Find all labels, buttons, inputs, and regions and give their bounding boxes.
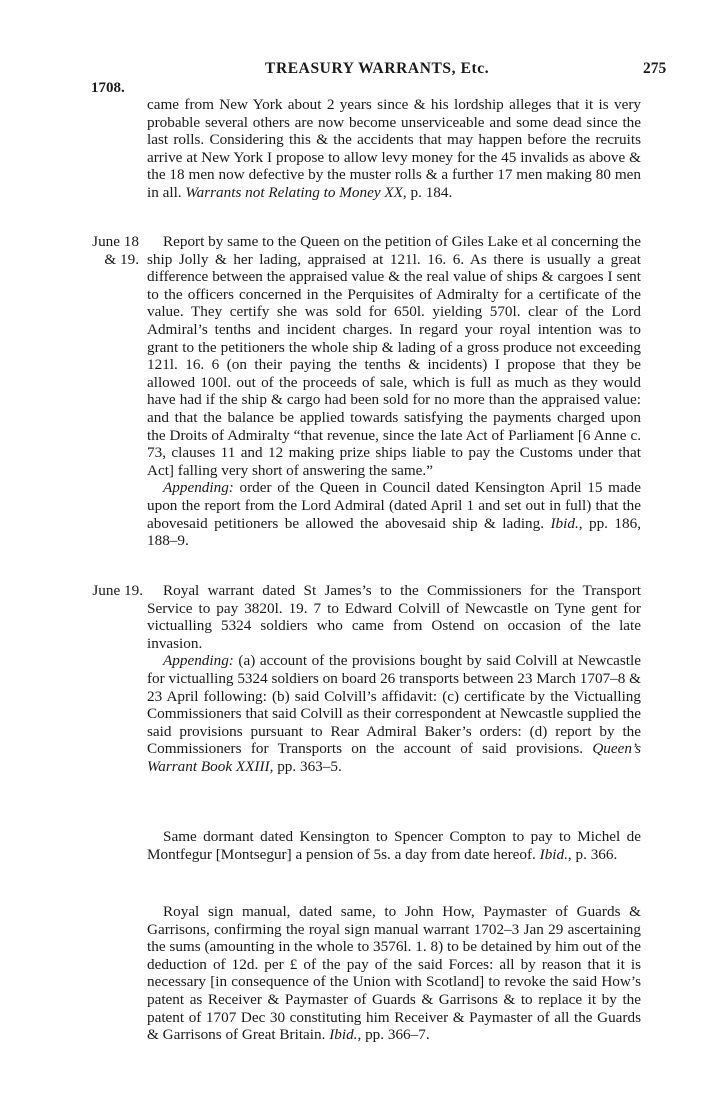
page-number: 275	[643, 60, 667, 77]
source-reference: Ibid.	[539, 845, 568, 863]
entry-warrant-colvill	[147, 582, 641, 776]
entry-sign-manual-how	[147, 903, 641, 1044]
entry-paragraph: Royal warrant dated St James’s to the Commissioners for the Transport Service to pay 3820l. 19. 7 to Edward Colvill of Newcastle on Tyne gent for victualling 5324 soldiers who came from Ostend on occasion of the late invasion.	[147, 582, 641, 652]
running-title: TREASURY WARRANTS, Etc.	[265, 60, 490, 77]
source-reference: Queen’s Warrant Book XXIII	[147, 740, 641, 775]
entry-pension-montfegur	[147, 828, 641, 863]
entry-paragraph: Same dormant dated Kensington to Spencer Compton to pay to Michel de Montfegur [Montsegur] a pension of 5s. a day from date hereof. Ibid., p. 366.	[147, 828, 641, 863]
margin-date: June 18 & 19.	[92, 233, 139, 268]
running-year: 1708.	[91, 80, 125, 96]
entry-paragraph: Appending: (a) account of the provisions bought by said Colvill at Newcastle for victualling 5324 soldiers on board 26 transports between 23 March 1707–8 & 23 April following: (b) said Colvill’s affidavit: (c) certificate by the Victualling Commissioners that said Colvill as their correspondent at Newcastle supplied the said provisions pursuant to Rear Admiral Baker’s orders: (d) report by the Commissioners for Transports on the account of said provisions. Queen’s Warrant Book XXIII, pp. 363–5.	[147, 652, 641, 775]
source-reference: Ibid.	[550, 514, 579, 532]
entry-paragraph: Report by same to the Queen on the petition of Giles Lake et al concerning the ship Jolly & her lading, appraised at 121l. 16. 6. As there is usually a great difference between the appraised value & the real value of ships & cargoes I sent to the officers concerned in the Perquisites of Admiralty for a certificate of the value. They certify she was sold for 650l. yielding 570l. clear of the Lord Admiral’s tenths and incident charges. In regard your royal intention was to grant to the petitioners the whole ship & lading of a gross produce not exceeding 121l. 16. 6 (on their paying the tenths & incidents) I propose that they be allowed 100l. out of the proceeds of sale, which is full as much as they would have had if the ship & cargo had been sold for no more than the appraised value: and that the balance be applied towards satisfying the payments charged upon the Droits of Admiralty “that revenue, since the late Act of Parliament [6 Anne c. 73, clauses 11 and 12 making prize ships liable to pay the Customs under that Act] falling very short of answering the same.”	[147, 233, 641, 479]
appending-label: Appending:	[163, 652, 234, 670]
entry-report-jolly	[147, 233, 641, 550]
entry-paragraph: came from New York about 2 years since & his lordship alleges that it is very probable several others are now become unserviceable and some dead since the last rolls. Considering this & the accidents that may happen before the recruits arrive at New York I propose to allow levy money for the 45 invalids as above & the 18 men now defective by the muster rolls & a further 17 men making 80 men in all. Warrants not Relating to Money XX, p. 184.	[147, 96, 641, 201]
margin-date: June 19.	[92, 582, 143, 599]
appending-label: Appending:	[163, 479, 234, 497]
source-reference: Ibid.	[329, 1026, 358, 1044]
source-reference: Warrants not Relating to Money XX	[185, 183, 403, 201]
entry-paragraph: Appending: order of the Queen in Council dated Kensington April 15 made upon the report from the Lord Admiral (dated April 1 and set out in full) that the abovesaid petitioners be allowed the abovesaid ship & lading. Ibid., pp. 186, 188–9.	[147, 479, 642, 550]
entry-continuation	[147, 96, 641, 202]
entry-paragraph: Royal sign manual, dated same, to John How, Paymaster of Guards & Garrisons, confirming the royal sign manual warrant 1702–3 Jan 29 ascertaining the sums (amounting in the whole to 3576l. 1. 8) to be detained by him out of the deduction of 12d. per £ of the pay of the said Forces: all by reason that it is necessary [in consequence of the Union with Scotland] to revoke the said How’s patent as Receiver & Paymaster of Guards & Garrisons & to replace it by the patent of 1707 Dec 30 constituting him Receiver & Paymaster of all the Guards & Garrisons of Great Britain. Ibid., pp. 366–7.	[147, 903, 641, 1044]
